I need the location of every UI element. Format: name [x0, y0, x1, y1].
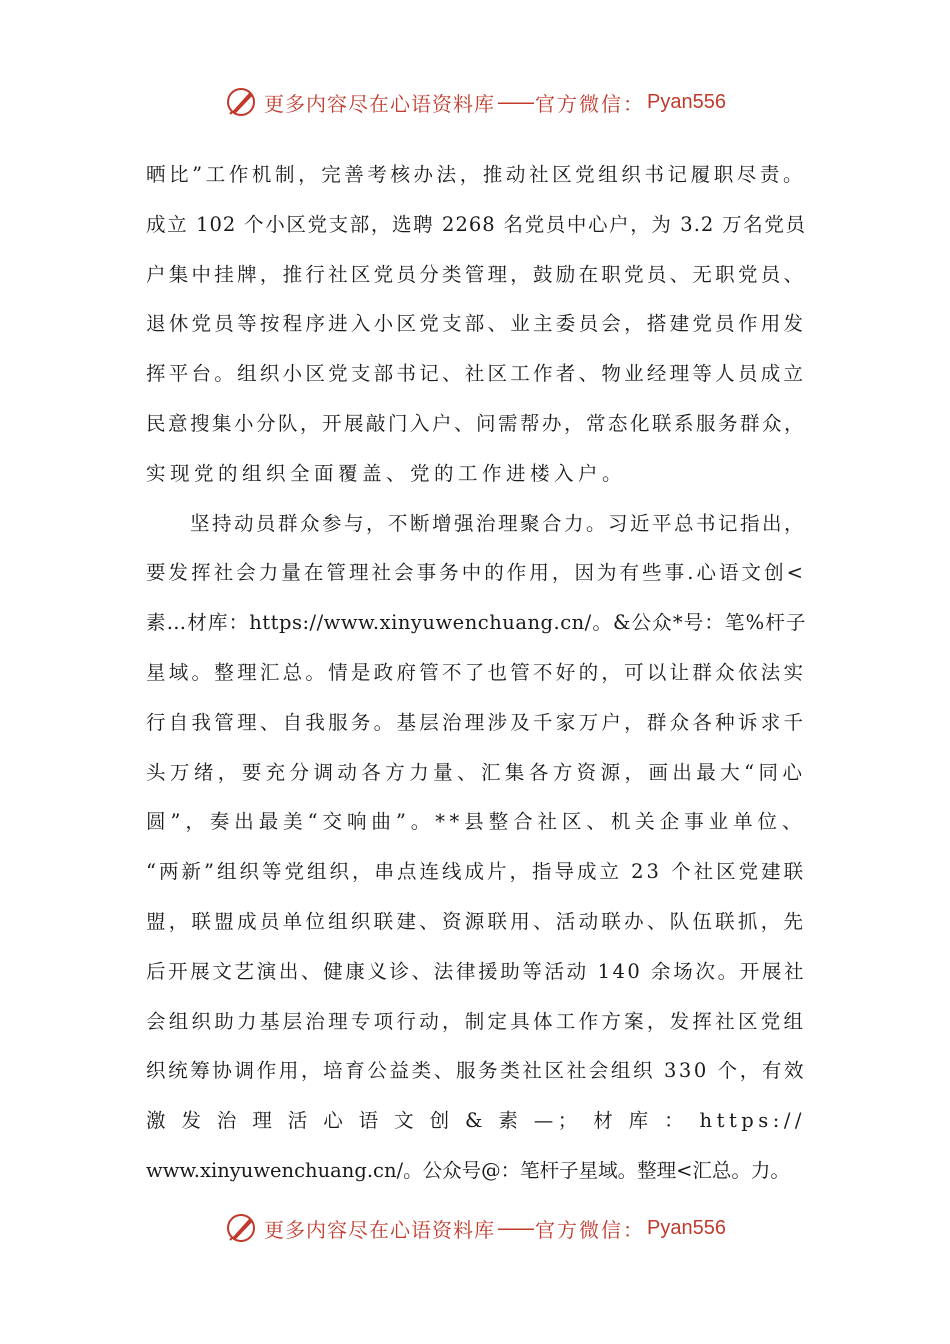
document-body: [146, 150, 806, 1196]
text-line: 圆”，奏出最美“交响曲”。**县整合社区、机关企事业单位、: [146, 810, 806, 834]
text-line: 织统筹协调作用，培育公益类、服务类社区社会组织 330 个，有效: [146, 1059, 806, 1083]
watermark-main-text: 更多内容尽在心语资料库: [264, 91, 496, 116]
text-line: 挥平台。组织小区党支部书记、社区工作者、物业经理等人员成立: [146, 362, 806, 386]
text-line: 实现党的组织全面覆盖、党的工作进楼入户。: [146, 461, 627, 485]
watermark-wechat-id: Pyan556: [647, 1216, 726, 1239]
quill-logo-icon: [224, 1210, 260, 1246]
text-line: 后开展文艺演出、健康义诊、法律援助等活动 140 余场次。开展社: [146, 959, 806, 983]
watermark-dash: ——: [497, 1216, 534, 1240]
text-line: “两新”组织等党组织，串点连线成片，指导成立 23 个社区党建联: [146, 860, 807, 884]
watermark-wechat-id: Pyan556: [647, 90, 726, 113]
text-line: 坚持动员群众参与，不断增强治理聚合力。习近平总书记指出，: [190, 511, 807, 535]
watermark-wechat-label: 官方微信：: [535, 91, 646, 116]
text-line: www.xinyuwenchuang.cn/。公众号@：笔杆子星域。整理<汇总。力。: [146, 1158, 790, 1182]
text-line: 户集中挂牌，推行社区党员分类管理，鼓励在职党员、无职党员、: [146, 262, 806, 286]
watermark-wechat-label: 官方微信：: [535, 1217, 646, 1242]
text-line: 盟，联盟成员单位组织联建、资源联用、活动联办、队伍联抓，先: [146, 909, 806, 933]
watermark-dash: ——: [497, 90, 534, 114]
quill-logo-icon: [224, 84, 260, 120]
text-line: 素…材库：https://www.xinyuwenchuang.cn/。&公众*号：笔%杆子: [146, 611, 806, 635]
watermark-main-text: 更多内容尽在心语资料库: [264, 1217, 496, 1242]
watermark-banner-top: [0, 82, 950, 122]
text-line: 会组织助力基层治理专项行动，制定具体工作方案，发挥社区党组: [146, 1009, 806, 1033]
text-line: 星域。整理汇总。情是政府管不了也管不好的，可以让群众依法实: [146, 660, 806, 684]
watermark-banner-bottom: [0, 1208, 950, 1248]
text-line: 成立 102 个小区党支部，选聘 2268 名党员中心户，为 3.2 万名党员: [146, 212, 806, 236]
text-line: 要发挥社会力量在管理社会事务中的作用，因为有些事.心语文创<: [146, 561, 806, 585]
text-line: 激发治理活心语文创&素—；材库：https://: [146, 1109, 806, 1133]
text-line: 头万绪，要充分调动各方力量、汇集各方资源，画出最大“同心: [146, 760, 806, 784]
paragraph-1: [146, 150, 806, 499]
text-line: 民意搜集小分队，开展敲门入户、问需帮办，常态化联系服务群众，: [146, 411, 807, 435]
text-line: 行自我管理、自我服务。基层治理涉及千家万户，群众各种诉求千: [146, 710, 806, 734]
text-line: 退休党员等按程序进入小区党支部、业主委员会，搭建党员作用发: [146, 312, 806, 336]
paragraph-2: [146, 499, 806, 1196]
text-line: 晒比”工作机制，完善考核办法，推动社区党组织书记履职尽责。: [146, 163, 806, 186]
